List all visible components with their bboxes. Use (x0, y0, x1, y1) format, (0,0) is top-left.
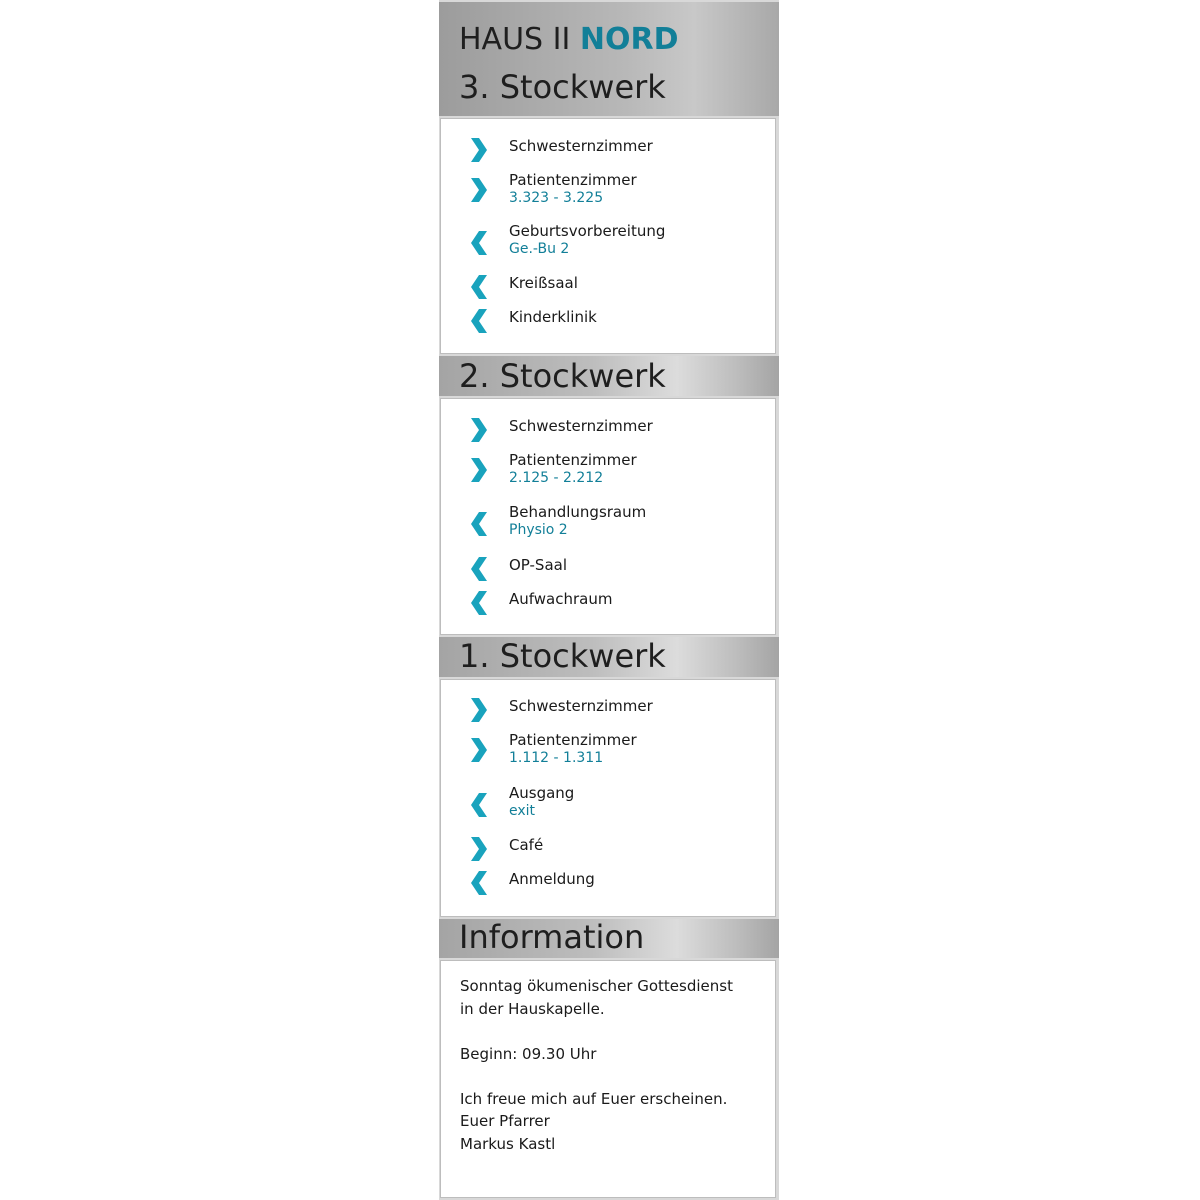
item-label: Aufwachraum (509, 590, 613, 608)
chevron-left-icon (467, 590, 491, 616)
information-line: Beginn: 09.30 Uhr (460, 1045, 597, 1063)
item-label: Kreißsaal (509, 274, 578, 292)
item-label: Ausgang (509, 784, 575, 802)
chevron-left-icon (467, 556, 491, 582)
house-name: HAUS II (459, 22, 571, 57)
floor-panel-2 (440, 398, 776, 635)
information-panel (440, 960, 776, 1198)
floor-band-2 (439, 356, 779, 396)
chevron-left-icon (467, 308, 491, 334)
list-item (467, 590, 767, 630)
information-line: Euer Pfarrer (460, 1112, 550, 1130)
item-label: Café (509, 836, 544, 854)
chevron-right-icon (467, 697, 491, 723)
floor-title-2: 2. Stockwerk (459, 357, 666, 395)
information-title: Information (459, 918, 645, 956)
house-title (459, 22, 679, 57)
floor-panel-3 (440, 118, 776, 354)
item-label: Patientenzimmer (509, 451, 637, 469)
floor-band-1 (439, 637, 779, 677)
chevron-left-icon (467, 511, 491, 537)
chevron-left-icon (467, 792, 491, 818)
item-label: Schwesternzimmer (509, 137, 653, 155)
item-sub: Physio 2 (509, 522, 568, 538)
chevron-left-icon (467, 274, 491, 300)
chevron-right-icon (467, 737, 491, 763)
list-item (467, 503, 767, 543)
list-item (467, 308, 767, 348)
item-label: Kinderklinik (509, 308, 597, 326)
item-sub: 3.323 - 3.225 (509, 190, 604, 206)
list-item (467, 171, 767, 211)
item-label: Anmeldung (509, 870, 595, 888)
list-item (467, 784, 767, 824)
chevron-right-icon (467, 177, 491, 203)
item-label: Patientenzimmer (509, 731, 637, 749)
list-item (467, 451, 767, 491)
wing-name: NORD (579, 22, 679, 57)
list-item (467, 731, 767, 771)
item-sub: exit (509, 803, 536, 819)
floor-title-3: 3. Stockwerk (459, 68, 666, 106)
floor-panel-1 (440, 679, 776, 917)
item-sub: 1.112 - 1.311 (509, 750, 604, 766)
list-item (467, 222, 767, 262)
chevron-right-icon (467, 836, 491, 862)
item-label: Schwesternzimmer (509, 697, 653, 715)
information-line: Sonntag ökumenischer Gottesdienst (460, 977, 733, 995)
information-line: Ich freue mich auf Euer erscheinen. (460, 1090, 728, 1108)
directory-sign (439, 0, 779, 1200)
item-label: Schwesternzimmer (509, 417, 653, 435)
item-sub: Ge.-Bu 2 (509, 241, 570, 257)
chevron-right-icon (467, 417, 491, 443)
chevron-left-icon (467, 870, 491, 896)
list-item (467, 870, 767, 910)
information-line: in der Hauskapelle. (460, 1000, 605, 1018)
information-line: Markus Kastl (460, 1135, 556, 1153)
item-label: OP-Saal (509, 556, 568, 574)
floor-title-1: 1. Stockwerk (459, 637, 666, 675)
item-label: Geburtsvorbereitung (509, 222, 666, 240)
chevron-right-icon (467, 457, 491, 483)
information-band (439, 919, 779, 958)
chevron-left-icon (467, 230, 491, 256)
item-label: Behandlungsraum (509, 503, 647, 521)
chevron-right-icon (467, 137, 491, 163)
item-label: Patientenzimmer (509, 171, 637, 189)
sign-header (439, 2, 779, 116)
item-sub: 2.125 - 2.212 (509, 470, 604, 486)
